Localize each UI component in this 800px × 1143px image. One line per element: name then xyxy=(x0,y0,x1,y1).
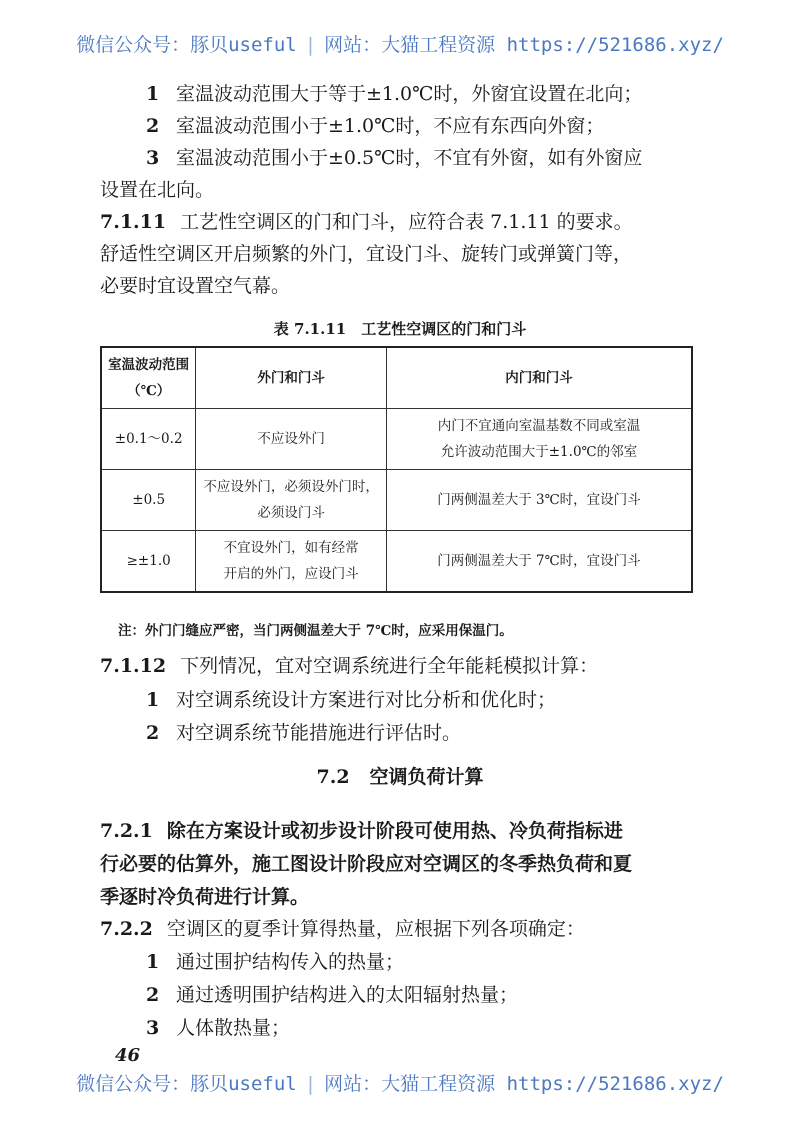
clause-7-1-12-item-2 xyxy=(146,719,461,747)
section-heading xyxy=(0,762,800,789)
cell-inner xyxy=(386,470,692,531)
intro-item-3 xyxy=(146,144,642,172)
cell-text: 必须设门斗 xyxy=(257,505,325,521)
table-title: 表 7.1.11 工艺性空调区的门和门斗 xyxy=(273,320,527,338)
item-text: 通过围护结构传入的热量； xyxy=(176,951,405,973)
item-text: 对空调系统设计方案进行对比分析和优化时； xyxy=(176,689,557,711)
cell-inner xyxy=(386,531,692,593)
clause-text: 工艺性空调区的门和门斗，应符合表 7.1.11 的要求。 xyxy=(180,211,633,233)
cell-text: 开启的外门，应设门斗 xyxy=(223,566,359,582)
watermark-right: 网站：大猫工程资源 https://521686.xyz/ xyxy=(324,1073,724,1095)
cell-outer xyxy=(196,470,387,531)
intro-item-2 xyxy=(146,112,604,140)
watermark-separator: | xyxy=(304,34,317,56)
clause-7-2-1-line2: 行必要的估算外，施工图设计阶段应对空调区的冬季热负荷和夏 xyxy=(100,853,633,875)
watermark-separator: | xyxy=(304,1073,317,1095)
clause-7-2-1 xyxy=(100,817,623,845)
item-text: 通过透明围护结构进入的太阳辐射热量； xyxy=(176,984,519,1006)
clause-7-1-12-item-1 xyxy=(146,686,556,714)
cell-outer xyxy=(196,531,387,593)
header-range xyxy=(101,347,196,409)
item-number: 2 xyxy=(146,722,160,744)
table-row xyxy=(101,470,692,531)
clause-7-2-1-line3: 季逐时冷负荷进行计算。 xyxy=(100,886,310,908)
cell-text: 门两侧温差大于 7℃时，宜设门斗 xyxy=(437,553,641,569)
cell-range: ≥±1.0 xyxy=(101,531,196,593)
cell-range: ±0.1～0.2 xyxy=(101,409,196,470)
item-number: 1 xyxy=(146,951,160,973)
item-text: 人体散热量； xyxy=(176,1017,291,1039)
header-range-label: 室温波动范围 xyxy=(108,357,190,373)
table-row xyxy=(101,409,692,470)
item-number: 1 xyxy=(146,689,160,711)
clause-7-2-2 xyxy=(100,915,585,943)
cell-range: ±0.5 xyxy=(101,470,196,531)
item-number: 3 xyxy=(146,1017,160,1039)
item-number: 2 xyxy=(146,115,160,137)
item-text: 室温波动范围大于等于±1.0℃时，外窗宜设置在北向； xyxy=(176,83,643,105)
clause-7-1-11-line2: 舒适性空调区开启频繁的外门，宜设门斗、旋转门或弹簧门等， xyxy=(100,243,633,265)
clause-7-1-11-line3: 必要时宜设置空气幕。 xyxy=(100,275,291,297)
page-number: 46 xyxy=(115,1045,141,1066)
header-inner-door: 内门和门斗 xyxy=(386,347,692,409)
cell-text: 不宜设外门，如有经常 xyxy=(223,540,359,556)
cell-text: 不应设外门，必须设外门时， xyxy=(203,479,379,495)
item-text: 室温波动范围小于±1.0℃时，不应有东西向外窗； xyxy=(176,115,605,137)
clause-number: 7.2.1 xyxy=(100,820,153,842)
table-header-row xyxy=(101,347,692,409)
watermark-right: 网站：大猫工程资源 https://521686.xyz/ xyxy=(324,34,724,56)
cell-text: 不应设外门 xyxy=(257,431,325,447)
intro-item-3-continued: 设置在北向。 xyxy=(100,179,215,201)
watermark-left: 微信公众号：豚贝useful xyxy=(76,1073,297,1095)
header-outer-door: 外门和门斗 xyxy=(196,347,387,409)
clause-7-2-2-item-1 xyxy=(146,948,404,976)
section-title: 空调负荷计算 xyxy=(369,766,484,788)
clause-7-1-12 xyxy=(100,652,598,680)
clause-text: 空调区的夏季计算得热量，应根据下列各项确定： xyxy=(166,918,585,940)
item-text: 对空调系统节能措施进行评估时。 xyxy=(176,722,462,744)
watermark-header xyxy=(0,30,800,57)
cell-text: 允许波动范围大于±1.0℃的邻室 xyxy=(440,444,638,460)
item-number: 2 xyxy=(146,984,160,1006)
section-number: 7.2 xyxy=(316,766,350,788)
clause-7-2-2-item-3 xyxy=(146,1014,290,1042)
header-range-unit: （℃） xyxy=(127,383,171,399)
doors-table xyxy=(100,346,693,593)
watermark-footer xyxy=(0,1069,800,1096)
cell-outer xyxy=(196,409,387,470)
table-note: 注：外门门缝应严密，当门两侧温差大于 7℃时，应采用保温门。 xyxy=(118,623,513,639)
clause-7-2-2-item-2 xyxy=(146,981,518,1009)
clause-number: 7.2.2 xyxy=(100,918,153,940)
item-text: 室温波动范围小于±0.5℃时，不宜有外窗，如有外窗应 xyxy=(176,147,643,169)
cell-inner xyxy=(386,409,692,470)
item-number: 3 xyxy=(146,147,160,169)
clause-number: 7.1.11 xyxy=(100,211,167,233)
watermark-left: 微信公众号：豚贝useful xyxy=(76,34,297,56)
cell-text: 内门不宜通向室温基数不同或室温 xyxy=(437,418,641,434)
cell-text: 门两侧温差大于 3℃时，宜设门斗 xyxy=(437,492,641,508)
clause-text: 下列情况，宜对空调系统进行全年能耗模拟计算： xyxy=(180,655,599,677)
clause-7-1-11 xyxy=(100,208,633,236)
clause-number: 7.1.12 xyxy=(100,655,167,677)
item-number: 1 xyxy=(146,83,160,105)
intro-item-1 xyxy=(146,80,642,108)
table-row xyxy=(101,531,692,593)
clause-text: 除在方案设计或初步设计阶段可使用热、冷负荷指标进 xyxy=(166,820,623,842)
